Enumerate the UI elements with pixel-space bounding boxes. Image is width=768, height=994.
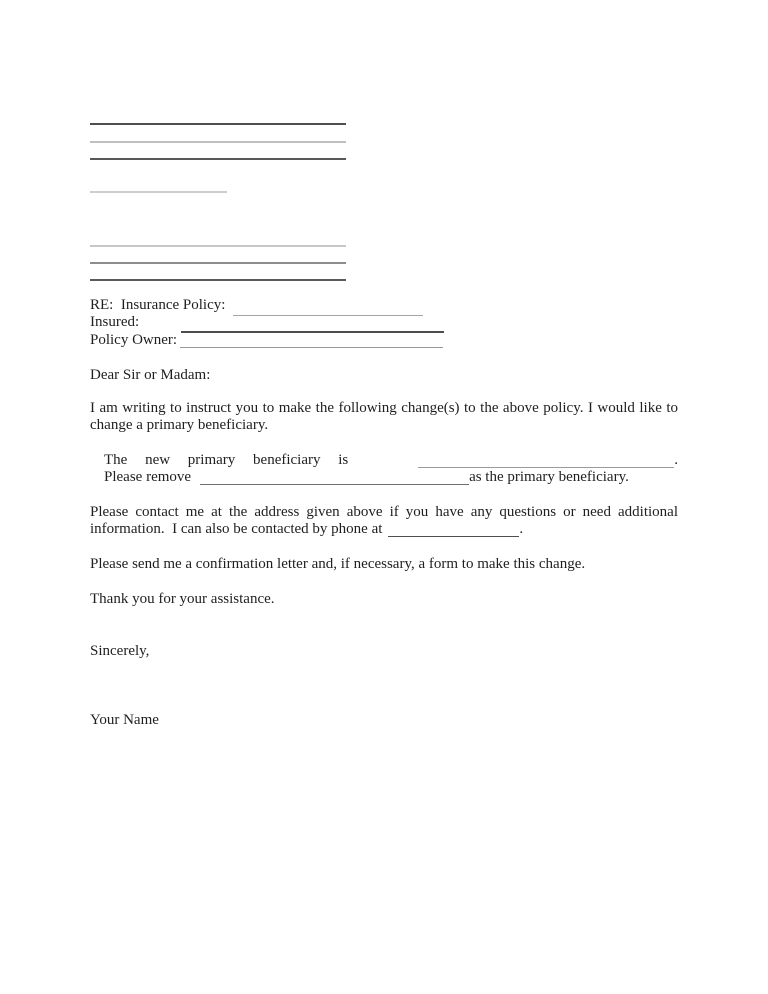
contact-line-2	[90, 521, 678, 538]
date-line	[90, 191, 227, 193]
remove-prefix: Please remove	[104, 469, 192, 486]
sender-address-line-1	[90, 123, 346, 125]
intro-line-2: change a primary beneficiary.	[90, 417, 269, 434]
salutation: Dear Sir or Madam:	[90, 367, 211, 383]
recipient-address-line-1	[90, 245, 346, 247]
intro-line-1: I am writing to instruct you to make the following change(s) to the above policy. I would like to	[90, 400, 678, 416]
thanks-paragraph: Thank you for your assistance.	[90, 591, 275, 607]
removed-beneficiary-line	[200, 484, 469, 485]
intro-paragraph	[90, 400, 678, 435]
remove-suffix: as the primary beneficiary.	[469, 469, 629, 486]
reference-block	[90, 297, 678, 353]
recipient-address-line-2	[90, 262, 346, 264]
beneficiary-change-block	[104, 452, 678, 487]
new-beneficiary-period: .	[674, 452, 678, 468]
re-label: RE: Insurance Policy:	[90, 297, 226, 313]
sender-address-line-3	[90, 158, 346, 160]
new-beneficiary-line	[418, 467, 674, 468]
policy-owner-label: Policy Owner:	[90, 331, 178, 348]
phone-line	[388, 536, 519, 537]
contact-period: .	[519, 521, 524, 538]
closing: Sincerely,	[90, 643, 150, 659]
contact-paragraph	[90, 504, 678, 539]
policy-owner-line	[180, 347, 443, 348]
signature-name: Your Name	[90, 712, 159, 728]
policy-number-line	[233, 315, 423, 316]
sender-address-line-2	[90, 141, 346, 143]
insured-label: Insured:	[90, 314, 140, 331]
contact-line-1: Please contact me at the address given above if you have any questions or need additional	[90, 504, 678, 520]
remove-beneficiary-sentence	[104, 469, 678, 486]
contact-line-2-text: information. I can also be contacted by phone at	[90, 521, 383, 538]
recipient-address-line-3	[90, 279, 346, 281]
confirmation-paragraph: Please send me a confirmation letter and, if necessary, a form to make this change.	[90, 556, 586, 572]
new-beneficiary-sentence	[104, 452, 678, 469]
insured-line	[181, 331, 444, 333]
new-beneficiary-text: The new primary beneficiary is	[104, 452, 349, 468]
